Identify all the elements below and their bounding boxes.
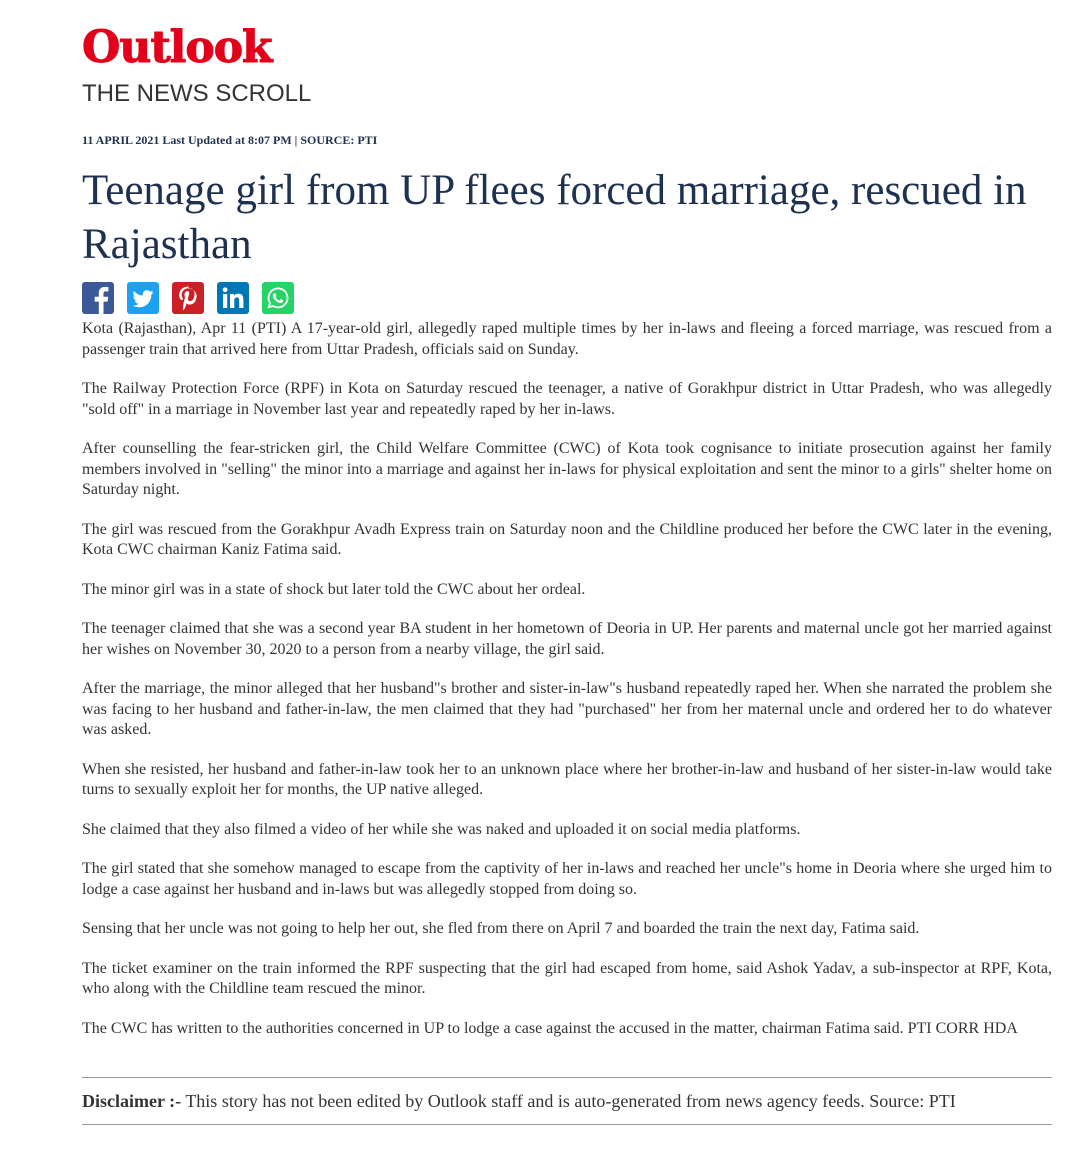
article-paragraph: The Railway Protection Force (RPF) in Kota on Saturday rescued the teenager, a native of Gorakhpur district in Uttar Pradesh, who was allegedly "sold off" in a marriage in November last year and repeatedly raped by her in-laws.: [82, 380, 1052, 418]
article-paragraph: The CWC has written to the authorities concerned in UP to lodge a case against the accused in the matter, chairman Fatima said. PTI CORR HDA: [82, 1019, 1018, 1037]
whatsapp-icon: [262, 282, 294, 314]
article-paragraph: The girl was rescued from the Gorakhpur Avadh Express train on Saturday noon and the Childline produced her before the CWC later in the evening, Kota CWC chairman Kaniz Fatima said.: [82, 520, 1052, 558]
linkedin-icon: [217, 282, 249, 314]
article-paragraph: Kota (Rajasthan), Apr 11 (PTI) A 17-year-old girl, allegedly raped multiple times by her in-laws and fleeing a forced marriage, was rescued from a passenger train that arrived here from Uttar Pradesh, officials said on Sunday.: [82, 320, 1052, 358]
section-name[interactable]: THE NEWS SCROLL: [82, 80, 312, 107]
article-headline: Teenage girl from UP flees forced marriage, rescued in Rajasthan: [82, 167, 1027, 268]
twitter-share-button[interactable]: [127, 282, 159, 314]
pinterest-icon: [172, 282, 204, 314]
disclaimer-label: Disclaimer :-: [82, 1091, 182, 1111]
article-paragraph: The teenager claimed that she was a second year BA student in her hometown of Deoria in UP. Her parents and maternal uncle got her married against her wishes on November 30, 2020 to a person from a nearby village, the girl said.: [82, 620, 1052, 658]
article-body: [82, 319, 1052, 1058]
article-paragraph: The ticket examiner on the train informed the RPF suspecting that the girl had escaped from home, said Ashok Yadav, a sub-inspector at RPF, Kota, who along with the Childline team rescued the minor.: [82, 959, 1052, 997]
facebook-icon: [82, 282, 114, 314]
article-paragraph: She claimed that they also filmed a video of her while she was naked and uploaded it on social media platforms.: [82, 820, 801, 838]
outlook-logo[interactable]: Outlook: [82, 22, 272, 73]
share-bar: [82, 282, 294, 314]
article-paragraph: The girl stated that she somehow managed to escape from the captivity of her in-laws and reached her uncle"s home in Deoria where she urged him to lodge a case against her husband and in-laws but was allegedly stopped from doing so.: [82, 860, 1052, 898]
article-paragraph: The minor girl was in a state of shock but later told the CWC about her ordeal.: [82, 580, 586, 598]
article-meta: 11 APRIL 2021 Last Updated at 8:07 PM | SOURCE: PTI: [82, 133, 378, 147]
twitter-icon: [127, 282, 159, 314]
pinterest-share-button[interactable]: [172, 282, 204, 314]
article-paragraph: After counselling the fear-stricken girl, the Child Welfare Committee (CWC) of Kota took cognisance to initiate prosecution against her family members involved in "selling" the minor into a marriage and against her in-laws for physical exploitation and sent the minor to a girls" shelter home on Saturday night.: [82, 440, 1052, 498]
linkedin-share-button[interactable]: [217, 282, 249, 314]
article-paragraph: After the marriage, the minor alleged that her husband"s brother and sister-in-law"s husband repeatedly raped her. When she narrated the problem she was facing to her husband and father-in-law, the men claimed that they had "purchased" her from her maternal uncle and ordered her to do whatever was asked.: [82, 680, 1052, 738]
whatsapp-share-button[interactable]: [262, 282, 294, 314]
disclaimer: [82, 1077, 1052, 1125]
disclaimer-text: This story has not been edited by Outlook staff and is auto-generated from news agency feeds. Source: PTI: [181, 1091, 956, 1111]
article-paragraph: Sensing that her uncle was not going to help her out, she fled from there on April 7 and boarded the train the next day, Fatima said.: [82, 920, 920, 937]
article-paragraph: When she resisted, her husband and father-in-law took her to an unknown place where her brother-in-law and husband of her sister-in-law would take turns to sexually exploit her for months, the UP native alleged.: [82, 760, 1052, 798]
facebook-share-button[interactable]: [82, 282, 114, 314]
